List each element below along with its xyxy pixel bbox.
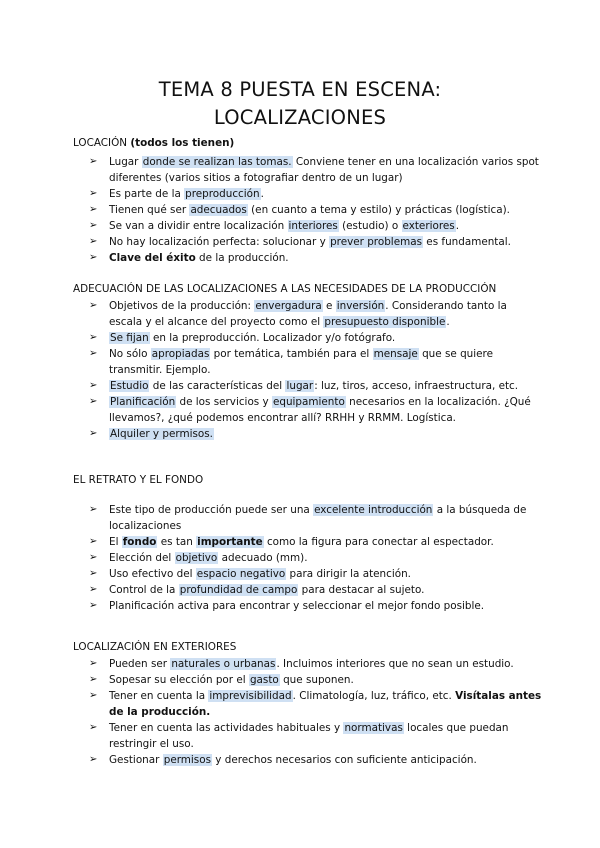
text-run: por temática, también para el — [210, 348, 373, 360]
bullet-list — [73, 656, 543, 768]
text-run: (en cuanto a tema y estilo) y prácticas (logística). — [247, 204, 510, 216]
text-run: El — [109, 536, 122, 548]
text-run: como la figura para conectar al espectador. — [263, 536, 494, 548]
text-run: de las características del — [149, 380, 286, 392]
section-heading — [73, 472, 543, 489]
text-run: Tienen qué ser — [109, 204, 190, 216]
text-run: (estudio) o — [338, 220, 402, 232]
highlighted-text: gasto — [249, 674, 279, 686]
section-exteriores — [73, 639, 543, 768]
text-run: y derechos necesarios con suficiente anticipación. — [212, 754, 477, 766]
bullet-list — [73, 298, 543, 442]
highlighted-text: lugar — [286, 380, 314, 392]
highlighted-text: Alquiler y permisos. — [110, 428, 213, 440]
text-run: para destacar al sujeto. — [298, 584, 425, 596]
text-run: No hay localización perfecta: solucionar y — [109, 236, 330, 248]
highlighted-text: preproducción — [185, 188, 260, 200]
highlighted-text: exteriores — [402, 220, 455, 232]
text-run: . — [260, 188, 264, 200]
list-item — [73, 186, 543, 202]
highlighted-text: Estudio — [110, 380, 149, 392]
highlighted-text: Planificación — [110, 396, 176, 408]
text-run: : luz, tiros, acceso, infraestructura, etc. — [314, 380, 519, 392]
highlighted-text: inversión — [336, 300, 385, 312]
list-item — [73, 598, 543, 614]
list-item — [73, 720, 543, 752]
text-run: Se van a dividir entre localización — [109, 220, 288, 232]
text-run: adecuado (mm). — [218, 552, 308, 564]
list-item — [73, 566, 543, 582]
highlighted-text: envergadura — [255, 300, 322, 312]
list-item — [73, 672, 543, 688]
list-item — [73, 550, 543, 566]
section-heading — [73, 135, 543, 152]
list-item — [73, 502, 543, 534]
highlighted-text: interiores — [288, 220, 338, 232]
text-run: e — [322, 300, 336, 312]
list-item — [73, 234, 543, 250]
text-run: Pueden ser — [109, 658, 171, 670]
highlighted-text: apropiadas — [151, 348, 210, 360]
text-run: en la preproducción. Localizador y/o fotógrafo. — [149, 332, 396, 344]
text-run: EL RETRATO Y EL FONDO — [73, 474, 204, 486]
bold-text: Clave del éxito — [109, 252, 196, 264]
text-run: a la búsqueda de localizaciones — [109, 504, 527, 532]
highlighted-text: adecuados — [190, 204, 247, 216]
section-heading — [73, 281, 543, 298]
highlighted-text: mensaje — [373, 348, 418, 360]
highlighted-text: normativas — [344, 722, 403, 734]
list-item — [73, 582, 543, 598]
section-adecuacion — [73, 281, 543, 442]
list-item — [73, 426, 543, 442]
text-run: Este tipo de producción puede ser una — [109, 504, 314, 516]
section-locacion — [73, 135, 543, 266]
text-run: es tan — [157, 536, 197, 548]
text-run: ADECUACIÓN DE LAS LOCALIZACIONES A LAS NECESIDADES DE LA PRODUCCIÓN — [73, 283, 497, 295]
text-run: de los servicios y — [176, 396, 272, 408]
text-run: Gestionar — [109, 754, 163, 766]
text-run: . — [455, 220, 460, 232]
list-item — [73, 378, 543, 394]
bold-text: fondo — [122, 536, 157, 548]
list-item — [73, 330, 543, 346]
text-run: que se quiere transmitir. Ejemplo. — [109, 348, 493, 376]
text-run: Uso efectivo del — [109, 568, 196, 580]
list-item — [73, 688, 543, 720]
list-item — [73, 394, 543, 426]
highlighted-text: presupuesto disponible — [324, 316, 446, 328]
highlighted-text — [122, 536, 158, 548]
highlighted-text: espacio negativo — [196, 568, 286, 580]
list-item — [73, 752, 543, 768]
bold-text: importante — [197, 536, 263, 548]
highlighted-text: excelente introducción — [314, 504, 433, 516]
highlighted-text: equipamiento — [272, 396, 345, 408]
list-item — [73, 346, 543, 378]
text-run: Control de la — [109, 584, 179, 596]
text-run: Lugar — [109, 156, 142, 168]
text-run: Tener en cuenta las actividades habituales y — [109, 722, 344, 734]
list-item — [73, 534, 543, 550]
list-item — [73, 218, 543, 234]
list-item — [73, 202, 543, 218]
list-item — [73, 656, 543, 672]
text-run: . Considerando tanto la escala y el alcance del proyecto como el — [109, 300, 507, 328]
text-run: Sopesar su elección por el — [109, 674, 249, 686]
text-run: LOCACIÓN — [73, 137, 131, 149]
text-run: es fundamental. — [423, 236, 511, 248]
highlighted-text: imprevisibilidad — [209, 690, 292, 702]
highlighted-text: naturales o urbanas — [171, 658, 276, 670]
highlighted-text: Se fijan — [110, 332, 149, 344]
text-run: . Incluimos interiores que no sean un estudio. — [276, 658, 514, 670]
bold-text: Visítalas antes de la producción. — [109, 690, 542, 718]
text-run: que suponen. — [279, 674, 354, 686]
section-heading — [73, 639, 543, 656]
text-run: Planificación activa para encontrar y seleccionar el mejor fondo posible. — [109, 600, 485, 612]
bullet-list — [73, 154, 543, 266]
text-run: Tener en cuenta la — [109, 690, 209, 702]
text-run: para dirigir la atención. — [286, 568, 411, 580]
text-run: . Climatología, luz, tráfico, etc. — [292, 690, 456, 702]
highlighted-text: profundidad de campo — [179, 584, 298, 596]
highlighted-text: prever problemas — [330, 236, 422, 248]
text-run: locales que puedan restringir el uso. — [109, 722, 509, 750]
text-run: LOCALIZACIÓN EN EXTERIORES — [73, 641, 237, 653]
bullet-list — [73, 502, 543, 614]
list-item — [73, 154, 543, 186]
text-run: Conviene tener en una localización varios spot diferentes (varios sitios a fotografiar dentro de un lugar) — [109, 156, 539, 184]
list-item — [73, 250, 543, 266]
section-retrato-fondo — [73, 472, 543, 614]
highlighted-text: permisos — [163, 754, 211, 766]
highlighted-text — [196, 536, 263, 548]
bold-text: (todos los tienen) — [130, 137, 235, 149]
text-run: Objetivos de la producción: — [109, 300, 255, 312]
text-run: Elección del — [109, 552, 175, 564]
text-run: de la producción. — [195, 252, 289, 264]
page-title-line-1: TEMA 8 PUESTA EN ESCENA: — [158, 78, 442, 101]
text-run: . — [446, 316, 450, 328]
highlighted-text: donde se realizan las tomas. — [142, 156, 292, 168]
page-title-line-2: LOCALIZACIONES — [213, 106, 387, 129]
text-run: Es parte de la — [109, 188, 185, 200]
text-run: necesarios en la localización. ¿Qué llevamos?, ¿qué podemos encontrar allí? RRHH y RRMM. Logística. — [109, 396, 531, 424]
text-run: No sólo — [109, 348, 151, 360]
list-item — [73, 298, 543, 330]
highlighted-text: objetivo — [175, 552, 218, 564]
